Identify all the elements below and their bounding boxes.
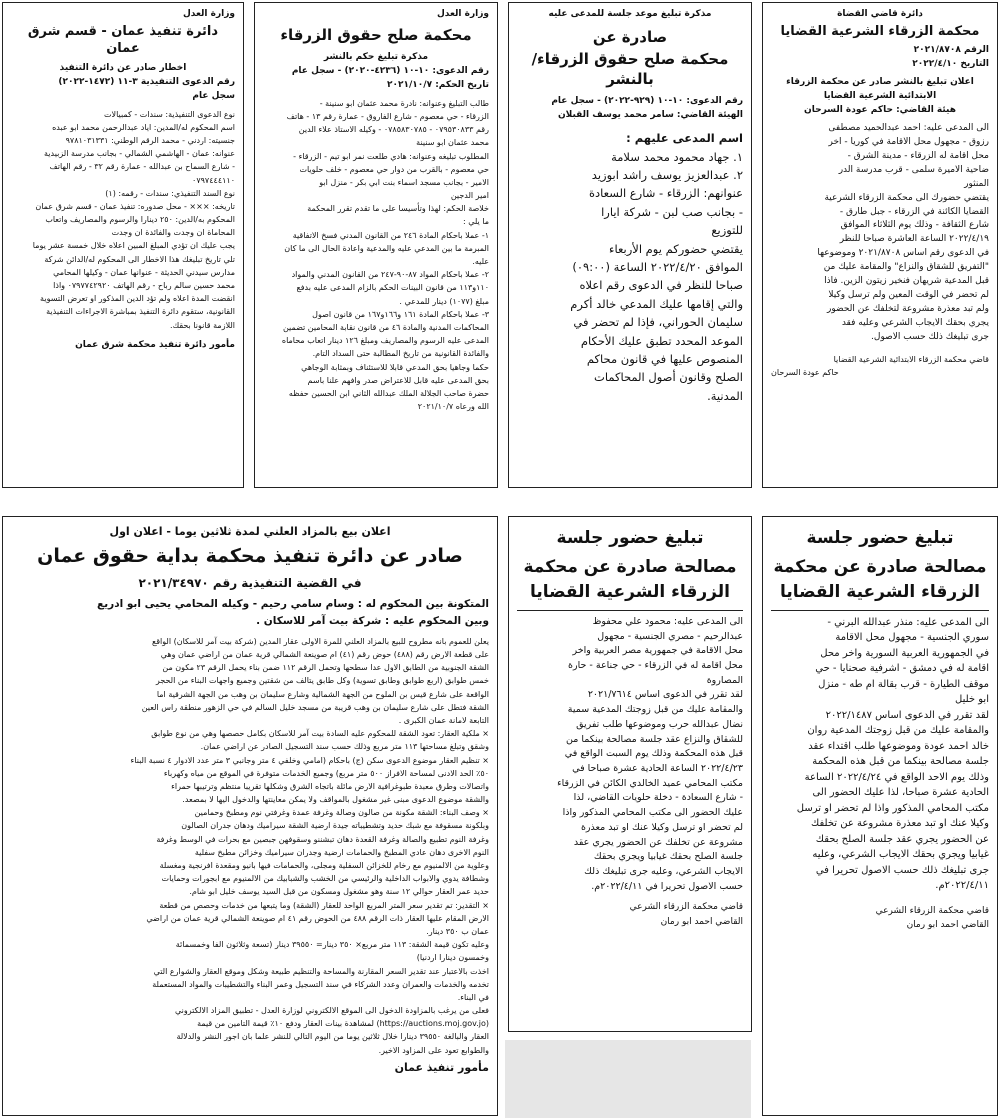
body-line: محمد حسين سالم رباح - رقم الهاتف ٠٧٩٧٧٤٢٩٢٠ واذا <box>53 281 235 291</box>
body-line: حكما وجاهيا بحق المدعي قابلا للاستئناف وبمثابة الوجاهي <box>301 362 489 372</box>
body-line: فعلى من يرغب بالمزاودة الدخول الى الموقع الالكتروني لوزارة العدل - تطبيق المزاد الالكتروني <box>174 1006 489 1016</box>
body-line: وعليه تكون قيمة الشقة: ١١٣ متر مربع× ٣٥٠ دينار= ٣٩٥٥٠ دينار (تسعة وثلاثون الفا وخمسمائة <box>175 940 489 950</box>
body-line: الزرقاء - حي معصوم - شارع الفاروق - عمارة رقم ١٣ - هاتف <box>286 111 489 121</box>
body-line: جلسة الصلح بحقك غيابيا ويجري بحقك <box>593 851 743 863</box>
body-line: يجب عليك ان تؤدي المبلغ المبين اعلاه خلال خمسة عشر يوما <box>32 241 235 251</box>
body-line: اسم المحكوم له/المدين: اياد عبدالرحمن محمد ابو عبده <box>52 122 235 132</box>
title-line-2: الزرقاء الشرعية القضايا <box>780 581 980 602</box>
body-line: والمقامة عليك من قبل زوجتك المدعية سمية <box>567 704 743 716</box>
body-line: عبدالرحيم - مصري الجنسية - مجهول <box>597 630 743 642</box>
notice-type: اخطار صادر عن دائرة التنفيذ <box>59 62 187 73</box>
body-line: خمس طوابق (اربع طوابق وطابق تسوية) وكل طابق يتالف من شقتين وجميع واجهات البناء من الحجر <box>155 676 489 686</box>
body-line: لم تحضر في الوقت المعين ولم ترسل وكيلا <box>828 290 989 301</box>
body-line: نضال عبدالله حرب وموضوعها طلب تفريق <box>576 718 743 730</box>
body-line: ابو خليل <box>955 694 989 706</box>
judge-name: القاضي احمد ابو رمان <box>660 916 743 927</box>
body-line: الموعد المحدد تطبق عليك الأحكام <box>580 333 743 348</box>
body-line: عنوانه: عمان - الهاشمي الشمالي - بجانب مدرسة الزبيدية <box>43 149 235 159</box>
body-line: ولم تبد معذرة مشروعة لتخلفك عن الحضور <box>827 304 989 315</box>
case-number: رقم الدعوى: ١٠-١٠ (٩٢٩-٢٠٢٢) - سجل عام <box>551 96 743 107</box>
body-line: عنوانهم: الزرقاء - شارع السعادة <box>589 186 743 201</box>
ref-date: التاريخ ٢٠٢٢/٤/١٠ <box>912 59 989 70</box>
body-line: ٣- عملا باحكام المادة ١٦١ و١٦٦و١٦٧ من قانون اصول <box>312 309 489 319</box>
body-line: في البناء. <box>457 992 489 1002</box>
body-line: × تنظيم العقار موضوع الدعوى سكن (ج) باحكام (امامي وخلفي ٤ متر وجانبي ٣ متر عدد الادوار ٤ نسبة البناء <box>130 755 489 765</box>
body-line: ٢. عبدالعزيز يوسف راشد ابوزيد <box>591 168 743 183</box>
body-line: حضرة صاحب الجلالة الملك عبدالله الثاني ابن الحسين حفظه <box>288 388 489 398</box>
parties-line-1: المتكونة بين المحكوم له : وسام سامي رحيم - وكيله المحامي يحيى ابو ادريع <box>97 598 489 611</box>
divider <box>771 610 989 611</box>
body-line: الامير - بجانب مسجد اسماء بنت ابي بكر - منزل ابو <box>319 177 489 187</box>
body-line: والفائدة القانونية من تاريخ المطالبة حتى السداد التام. <box>312 349 489 359</box>
body-line: يقتضي حضورك الى محكمة الزرقاء الشرعية <box>824 192 989 203</box>
body-line: موقف الطيارة - قرب بقالة ام طه - منزل <box>818 678 989 690</box>
body-line: الايجاب الشرعي، وعليه جرى تبليغك ذلك <box>584 866 743 878</box>
body-line: ٢٠٢٢/٤/٢٣ الساعة الحادية عشرة صباحا في <box>572 763 743 774</box>
body-line: تاريخه: ××× - محل صدوره: تنفيذ عمان - قسم شرق عمان <box>35 201 235 211</box>
body-line: امير الدجين <box>450 191 489 201</box>
case-number: رقم الدعوى: ١٠-١٠ (٤٢٣٦-٢٠٢٠) - سجل عام <box>291 65 489 76</box>
signature: قاضي محكمة الزرقاء الشرعي <box>875 905 989 916</box>
body-line: تخدمه والخدمات والعمران وعدد الشركاء في سند التسجيل وعمر البناء والتشطيبات والمواد المستعملة <box>152 979 489 989</box>
parties-line-2: وبين المحكوم عليه : شركة بيت آمر للاسكان . <box>256 614 489 627</box>
body-line: نوع السند التنفيذي: سندات - رقمه: (١) <box>105 188 235 198</box>
body-line: العقار والبالغة ٣٩٥٥٠ دينارا خلال ثلاثين يوما من اليوم التالي للنشر علما بان اجور النشر والدلالة <box>176 1032 489 1042</box>
divider <box>517 610 743 611</box>
title-line-1: مصالحة صادرة عن محكمة <box>773 556 987 577</box>
body-line: خالد احمد عودة وموضوعها طلب اقتداء عقد <box>808 740 989 752</box>
signature: مأمور دائرة تنفيذ محكمة شرق عمان <box>75 339 235 350</box>
body-line: الشقة الجنوبية من الطابق الاول عدا سطحها وتحمل الرقم ١١٢ ضمن بناء يحمل الرقم ٢٣ مكون من <box>162 663 489 673</box>
body-line: ١- عملا باحكام المادة ٢٤٦ من القانون المدني فسخ الاتفاقية <box>292 230 489 240</box>
body-line: وشقق وتبلغ مساحتها ١١٣ متر مربع وذلك حسب سند التسجيل الصادر عن اراضي عمان. <box>200 742 489 752</box>
body-line: يقتضي حضوركم يوم الأربعاء <box>609 241 743 256</box>
body-line: × ملكية العقار: تعود الشقة للمحكوم عليه السادة بيت آمر للاسكان بكامل حصصها وهي من نوع طوابق <box>151 729 489 739</box>
body-line: عن الحضور يجري عقد جلسة الصلح بحقك <box>815 833 989 845</box>
body-line: بحق المدعى عليه قابل للاعتراض صدر وافهم علنا باسم <box>307 375 489 385</box>
body-line: لقد تقرر في الدعوى اساس ٢٠٢٢/١٤٨٧ <box>825 709 989 721</box>
body-line: طالب التبليغ وعنوانه: نادرة محمد عثمان ابو سنينة - <box>319 98 489 108</box>
body-line: ٢٠٢٢/٤/١٩ الساعة العاشرة صباحا للنظر <box>839 234 989 245</box>
body-line: تلي تاريخ تبليغك هذا الاخطار الى المحكوم له/الدائن شركة <box>44 254 235 264</box>
body-line: يعلن للعموم بانه مطروح للبيع بالمزاد العلني للمرة الاولى عقار المدين (شركة بيت آمر للاسكان) الواقع <box>151 636 489 646</box>
ad-amman-execution-notice <box>2 2 244 488</box>
body-line: محل اقامة له في الزرقاء - حي جناعة - حارة <box>568 659 743 671</box>
body-line: وذلك يوم الاحد الواقع في ٢٠٢٢/٤/٢٤ الساعة <box>804 771 989 783</box>
body-line: رقم ٠٧٩٥٣٠٨٣٣ - ٠٧٨٥٨٣٠٧٨٥ - وكيله الاستاذ علاء الدين <box>298 125 489 135</box>
title-line-1: مصالحة صادرة عن محكمة <box>523 556 737 577</box>
body-line: الواقعة على شارع قيس بن الملوح من الجهة الشمالية وشارع سليمان بن وهب من الجهة الشرقية اما <box>156 689 489 699</box>
body-line: والطوابع تعود على المزاود الاخير. <box>378 1045 489 1055</box>
notice-type: تبليغ حضور جلسة <box>806 528 954 548</box>
body-line: ٢٠٢٢/٤/١١م. <box>935 880 989 892</box>
body-line: لقد تقرر في الدعوى اساس ٢٠٢١/٧٦١٤ <box>587 689 743 701</box>
heading: اعلان تبليغ بالنشر صادر عن محكمة الزرقاء الابتدائية الشرعية القضايا <box>786 77 974 102</box>
body-line: الارض المقام عليها العقار ذات الرقم ٤٨٨ من الحوض رقم ٤١ ام صوينعة الشمالي قرية عمان من اراضي <box>146 913 489 923</box>
body-line: المنصوص عليها في قانون محاكم <box>586 352 743 366</box>
body-line: المطلوب تبليغه وعنوانه: هادي طلعت نمر ابو تيم - الزرقاء - <box>293 151 489 161</box>
title: صادر عن دائرة تنفيذ محكمة بداية حقوق عمان <box>37 545 463 568</box>
ad-zarqa-civil-court-hearing <box>508 2 752 488</box>
body-line: وخمسون دينارا اردنيا) <box>416 953 489 963</box>
body-line: الصلح وقانون أصول المحاكمات <box>594 370 743 385</box>
body-line: المحكوم به/الدين: ٢٥٠ دينارا والرسوم والمصاريف واتعاب <box>45 215 235 225</box>
body-line: عليك الحضور الى مكتب المحامي المذكور واذا <box>562 807 743 819</box>
body-line: وكيلا عنك او تبد معذرة مشروعة عن تخلفك <box>811 818 989 830</box>
title-line-2: محكمة صلح حقوق الزرقاء/بالنشر <box>531 49 729 89</box>
body-line: الى المدعى عليه: احمد عبدالحميد مصطفى <box>828 122 989 133</box>
body-line: واتصالات وطرق معبدة طبوغرافية الارض مائلة باتجاه الشرق وشكلها تقريبا منتظم وترتيبها حمراء <box>171 781 489 791</box>
body-line: × وصف البناء: الشقة مكونة من صالون وصالة وغرفة عمدة وغرفتي نوم ومطبخ وحمامين <box>194 808 489 818</box>
body-line: لم تحضر او ترسل وكيلا عنك او تبد معذرة <box>580 821 743 833</box>
body-line: مكتب المحامي المذكور واذا لم تحضر او ترسل <box>796 802 989 814</box>
body-line: (https://auctions.moj.gov.jo) لمشاهدة بينات العقار ودفع ١٠٪ قيمة التامين من قيمة <box>197 1019 489 1029</box>
body-line: قبل هذه المحكمة وذلك يوم السبت الواقع في <box>564 748 743 760</box>
body-line: الموافق ٢٠٢٢/٤/٢٠ الساعة (٠٩:٠٠) <box>572 260 743 275</box>
panel: هيئة القاضي: حاكم عودة السرحان <box>804 104 956 115</box>
body-line: سليمان الحوراني، فإذا لم تحضر في <box>573 315 743 330</box>
body-line: محل الاقامة في جمهورية مصر العربية واخر <box>572 645 743 657</box>
body-line: غيابيا ويجري بحقك الايجاب الشرعي، وعليه <box>812 849 989 861</box>
court-name: محكمة الزرقاء الشرعية القضايا <box>780 23 980 39</box>
case-number: في القضية التنفيذية رقم ٢٠٢١/٣٤٩٧٠ <box>138 575 362 590</box>
body-line: وشطافة يدوي والابواب الداخلية والرئيسي من الخشب والشبابيك من الالمنيوم مع ابجورات وحمايات <box>161 874 489 884</box>
body-line: قبل المدعية شريهان فنخير زيتون الزين. فاذا <box>824 276 989 287</box>
body-line: ٢- عملا باحكام المواد ٨٧-٩٠-٢٤٧ من القانون المدني والمواد <box>291 270 489 280</box>
title-line-1: صادرة عن <box>592 27 668 46</box>
body-line: ما يلي : <box>462 217 489 227</box>
body-line: حي معصوم - بالقرب من دوار حي معصوم - خلف حلويات <box>299 164 489 174</box>
body-line: اللازمة قانونا بحقك. <box>170 320 235 330</box>
body-line: المدنية. <box>707 388 743 403</box>
memo: مذكرة تبليغ حكم بالنشر <box>323 51 429 62</box>
body-line: وعلوية من الالمنيوم مع رخام للخزائن السفلية ومجلى، والحمامات فيها بانيو ومقعدة افرنجية ومغسلة <box>159 861 489 870</box>
ad-public-auction <box>2 516 498 1116</box>
signature: مأمور تنفيذ عمان <box>394 1060 489 1074</box>
notice-type: تبليغ حضور جلسة <box>556 528 704 548</box>
body-line: رزوق - مجهول محل الاقامة في كوريا - اخر <box>828 136 989 147</box>
register: سجل عام <box>192 90 235 101</box>
body-line: في الدعوى رقم اساس ٢٠٢١/٨٧٠٨ وموضوعها <box>817 248 989 259</box>
body-line: ٠٧٩٧٤٤٤١١٠ <box>192 175 235 185</box>
body-line: مدارس سيدني الحديثة - عنوانها عمان - وكيلها المحامي <box>53 267 235 277</box>
body-line: حديد عمر العقار حوالي ١٢ سنة وهو مشغول ومسكون من قبل السيد يوسف خليل ابو شام. <box>189 887 489 897</box>
body-line: ١١٠و١١٣ من قانون البينات الحكم بالزام المدعى عليه بدفع <box>296 283 489 293</box>
body-line: للتوزيع <box>711 223 743 238</box>
body-line: صباحا للنظر في الدعوى رقم اعلاه <box>579 278 743 293</box>
body-line: اقامة له في دمشق - اشرفية صحنايا - حي <box>815 663 989 675</box>
body-line: الى المدعى عليه: منذر عبدالله البرني - <box>827 616 989 628</box>
notice-type: اعلان بيع بالمزاد العلني لمدة ثلاثين يوما - اعلان اول <box>109 525 391 538</box>
body-line: وغرفة النوم تطبيع والصالة وغرفة القعدة دهان تبشننو وسقوفهن جبصين مع بحرات في الوسط وغرفة <box>156 834 489 844</box>
body-line: على قطعة الارض رقم (٤٨٨) حوض رقم (٤١) ام صوينعة الشمالي قرية عمان من اراضي عمان وهي <box>160 650 489 659</box>
judge-name: القاضي احمد ابو رمان <box>906 920 989 931</box>
body-line: شارع الثقافة - وذلك يوم الثلاثاء الموافق <box>840 220 989 231</box>
ad-reconciliation-hearing-2 <box>508 516 752 1032</box>
body-line: المدعى عليه الرسوم والمصاريف ومبلغ ١٢٦ دينار اتعاب محاماه <box>281 336 489 346</box>
body-line: محمد عثمان ابو سنينة <box>416 138 489 148</box>
signature: قاضي محكمة الزرقاء الابتدائية الشرعية القضايا <box>833 354 989 364</box>
body-line: في الجمهورية العربية السورية واخر محل <box>820 647 989 659</box>
judge-name: حاكم عودة السرحان <box>771 368 839 378</box>
body-line: يجري بحقك الايجاب الشرعي وعليه فقد <box>841 318 989 329</box>
body-line: المحاكمات المدنية والمادة ٤٦ من قانون نقابة المحامين تضمين <box>282 322 489 332</box>
body-line: انقضت المدة اعلاه ولم تؤد الدين المذكور او تعرض التسوية <box>40 294 235 304</box>
body-line: - شارع السماح بن عبدالله - عمارة رقم ٣٢ - رقم الهاتف <box>49 162 235 172</box>
ministry: وزارة العدل <box>436 9 489 19</box>
body-line: حسب الاصول تحريرا في ٢٠٢٢/٤/١١م. <box>591 880 743 892</box>
body-line: عليه. <box>472 257 489 266</box>
body-line: الله ورعاه ٢٠٢١/١٠/٧ <box>417 402 489 412</box>
judgment-date: تاريخ الحكم: ٢٠٢١/١٠/٧ <box>387 79 489 90</box>
body-line: المنثور <box>964 178 989 189</box>
body-line: الحادية عشرة صباحا، لذا عليك الحضور الى <box>812 787 989 799</box>
body-line: للشقاق والنزاع عقد جلسة مصالحة بينكما من <box>566 733 743 745</box>
body-line: ١. جهاد محمود محمد سلامة <box>611 149 743 164</box>
body-line: والمقامة عليك من قبل زوجتك المدعية روان <box>807 725 989 737</box>
body-line: - بجانب صب لبن - شركة ايارا <box>601 204 743 219</box>
body-line: والتي إقامها عليك المدعي خالد أكرم <box>570 296 743 311</box>
body-line: الشقة فتطل على شارع سليمان بن وهب قريبة من مسجد خليل السالم في حي الزهور منطقة راس العين <box>141 702 489 712</box>
signature: قاضي محكمة الزرقاء الشرعي <box>629 902 743 913</box>
body-line: القضايا الكائنة في الزرقاء - جبل طارق - <box>839 206 989 217</box>
body-line: المحاماة ان وجدت والفائدة ان وجدت <box>111 228 235 238</box>
body-line: المبرمة ما بين المدعي عليه والمدعية واعادة الحال الى ما كان <box>284 243 489 253</box>
body-line: التابعة لامانة عمان الكبرى . <box>398 715 489 725</box>
defendants-label: اسم المدعى عليهم : <box>626 131 743 146</box>
body-line: خلاصة الحكم: لهذا وتأسيسا على ما تقدم تقرر المحكمة <box>307 204 489 214</box>
empty-space <box>505 1040 751 1118</box>
ad-zarqa-civil-court-judgment <box>254 2 498 488</box>
body-line: "التفريق للشقاق والنزاع" والمقامة عليك من <box>823 262 989 273</box>
body-line: جرى تبليغك ذلك حسب الاصول تحريرا في <box>815 864 989 876</box>
office-name: دائرة تنفيذ عمان - قسم شرق عمان <box>27 23 219 57</box>
body-line: مبلغ (١٠٧٧) دينار للمدعي . <box>399 296 489 306</box>
body-line: - شارع السعادة - دخلة حلويات القاضي، لذا <box>573 792 743 804</box>
body-line: مكتب المحامي عميد الخالدي الكائن في الزرقاء <box>557 777 743 789</box>
body-line: القانونية، ستقوم دائرة التنفيذ بمباشرة الاجراءات التنفيذية <box>46 307 235 317</box>
memo: مذكرة تبليغ موعد جلسة للمدعى عليه <box>548 9 712 19</box>
ref-number: الرقم ٢٠٢١/٨٧٠٨ <box>913 45 989 56</box>
case-number: رقم الدعوى التنفيذية ٣-١١ (١٤٧٢-٢٠٢٢) <box>58 76 235 87</box>
court-name: محكمة صلح حقوق الزرقاء <box>280 25 472 44</box>
body-line: وبلكونة مسقوفة مع شبك حديد وتشطيباته جيدة ارضية الشقة سيراميك ودهان جدران الصالون <box>181 821 489 831</box>
body-line: النوم الاخرى دهان عادي المطبخ والحمامات ارضية وجدران سيراميك وخزائن مطبخ سفلية <box>194 847 489 857</box>
body-line: جنسيته: اردني - محمد الرقم الوطني: ٩٧٨١٠٣١٣٣١ <box>65 135 235 145</box>
body-line: ضاحية الاميرة سلمى - قرب مدرسة الدر <box>838 164 989 175</box>
body-line: جرى تبليغك ذلك حسب الاصول. <box>871 331 989 342</box>
body-line: × التقدير: تم تقدير سعر المتر المربع الواحد للعقار (الشقة) وما يتبعها من خدمات وحصص من قطعة <box>159 900 489 910</box>
body-line: عمان ب ٣٥٠ دينار. <box>426 926 489 936</box>
body-line: مشروعة عن تخلفك عن الحضور يجري عقد <box>573 836 743 848</box>
body-line: والشقة موضوع الدعوى مبنى غير مشغول بالمواقف ولا يمكن معاينتها والدخول اليها لا بمصعد. <box>182 795 489 805</box>
title-line-2: الزرقاء الشرعية القضايا <box>530 581 730 602</box>
body-line: محل اقامة له الزرقاء - مدينة الشرق - <box>847 150 989 161</box>
body-line: سوري الجنسية - مجهول محل الاقامة <box>835 632 989 644</box>
ad-sharia-court-zarqa <box>762 2 998 488</box>
ad-reconciliation-hearing-1 <box>762 516 998 1116</box>
authority: دائرة قاضي القضاة <box>837 9 923 19</box>
body-line: نوع الدعوى التنفيذية: سندات - كمبيالات <box>104 109 235 119</box>
body-line: الى المدعى عليه: محمود علي محفوظ <box>592 615 743 627</box>
panel: الهيئة القاضي: سامر محمد يوسف القبلان <box>557 110 743 121</box>
body-line: ٥٠٪ الحد الادنى لمساحة الافراز ٥٠٠ متر مربع) وجميع الخدمات متوفرة في الموقع من مياه وكهرباء <box>163 768 489 778</box>
body-line: جلسة مصالحة بينكما من قبل هذه المحكمة <box>812 756 989 768</box>
body-line: اخذت بالاعتبار عند تقدير السعر المقارنة والمساحة والتنظيم طبيعة وشكل وموقع العقار والشوارع التي <box>153 966 489 976</box>
ministry: وزارة العدل <box>182 9 235 19</box>
body-line: المصاروة <box>706 674 743 686</box>
